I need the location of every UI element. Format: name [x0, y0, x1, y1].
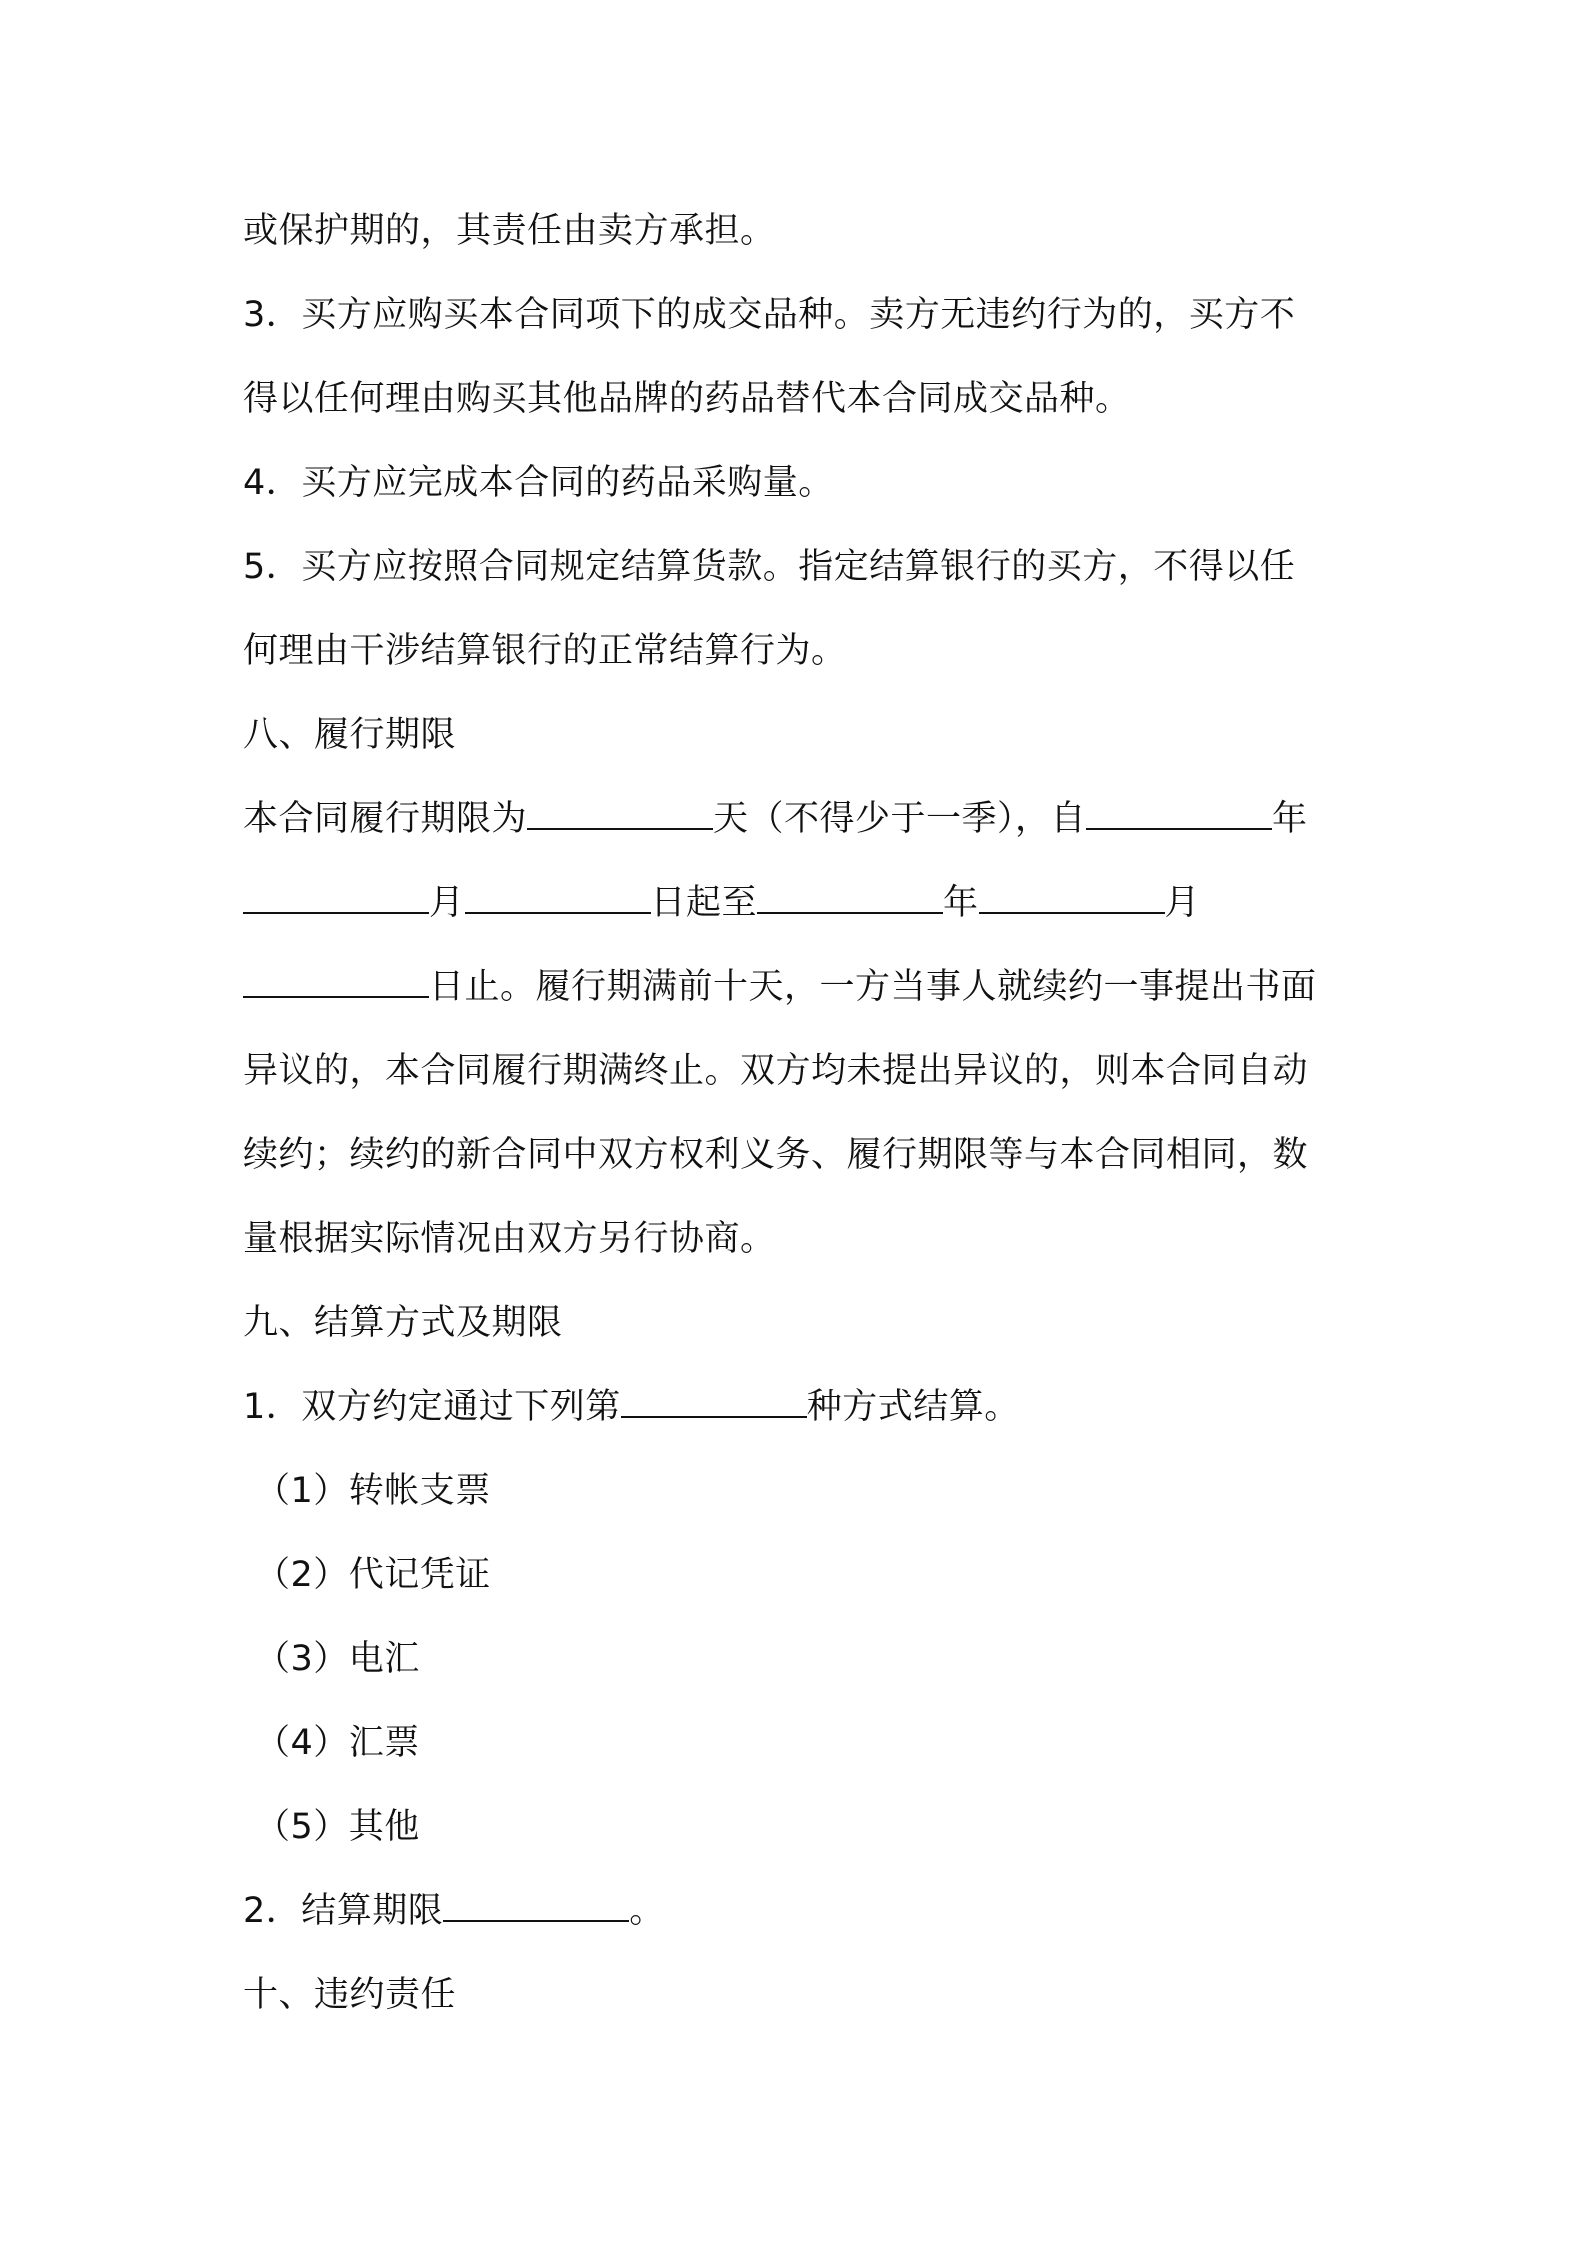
option-item: （3）电汇	[255, 1639, 420, 1679]
settlement-text: 1．双方约定通过下列第	[243, 1387, 621, 1427]
document-page	[243, 199, 1363, 2047]
paragraph-line: 3．买方应购买本合同项下的成交品种。卖方无违约行为的，买方不	[243, 295, 1296, 335]
blank-field-settlement-method[interactable]	[621, 1376, 807, 1418]
term-line-1	[243, 787, 1363, 871]
option-item: （5）其他	[255, 1807, 420, 1847]
option-item: （1）转帐支票	[255, 1471, 491, 1511]
option-item: （2）代记凭证	[255, 1555, 491, 1595]
option-item: （4）汇票	[255, 1723, 420, 1763]
term-text: 月	[1164, 883, 1201, 923]
blank-field-end-month[interactable]	[979, 872, 1165, 914]
term-line-3	[243, 955, 1363, 1039]
term-line-2	[243, 871, 1363, 955]
blank-field-days[interactable]	[527, 788, 713, 830]
settlement-text: 种方式结算。	[806, 1387, 1020, 1427]
term-text: 天（不得少于一季），自	[713, 799, 1087, 839]
term-text: 月	[429, 883, 465, 923]
paragraph-line: 何理由干涉结算银行的正常结算行为。	[243, 631, 847, 671]
section-heading-ten: 十、违约责任	[243, 1975, 457, 2015]
paragraph-line: 异议的，本合同履行期满终止。双方均未提出异议的，则本合同自动	[243, 1051, 1309, 1091]
blank-field-start-day[interactable]	[465, 872, 651, 914]
section-heading-eight: 八、履行期限	[243, 715, 457, 755]
term-text: 本合同履行期限为	[243, 799, 528, 839]
term-text: 年	[943, 883, 979, 923]
period-text: 。	[629, 1891, 665, 1931]
blank-field-start-month[interactable]	[243, 872, 429, 914]
term-text: 年	[1272, 799, 1308, 839]
term-text: 日止。履行期满前十天，一方当事人就续约一事提出书面	[429, 967, 1317, 1007]
paragraph-line: 或保护期的，其责任由卖方承担。	[243, 211, 776, 251]
blank-field-end-day[interactable]	[243, 956, 429, 998]
paragraph-line: 得以任何理由购买其他品牌的药品替代本合同成交品种。	[243, 379, 1131, 419]
period-text: 2．结算期限	[243, 1891, 444, 1931]
paragraph-line: 量根据实际情况由双方另行协商。	[243, 1219, 776, 1259]
term-text: 日起至	[650, 883, 758, 923]
period-line	[243, 1879, 1363, 1963]
blank-field-settlement-period[interactable]	[443, 1880, 629, 1922]
paragraph-line: 续约；续约的新合同中双方权利义务、履行期限等与本合同相同，数	[243, 1135, 1309, 1175]
section-heading-nine: 九、结算方式及期限	[243, 1303, 563, 1343]
paragraph-line: 5．买方应按照合同规定结算货款。指定结算银行的买方，不得以任	[243, 547, 1296, 587]
blank-field-start-year[interactable]	[1086, 788, 1272, 830]
settlement-line	[243, 1375, 1363, 1459]
blank-field-end-year[interactable]	[757, 872, 943, 914]
paragraph-line: 4．买方应完成本合同的药品采购量。	[243, 463, 834, 503]
